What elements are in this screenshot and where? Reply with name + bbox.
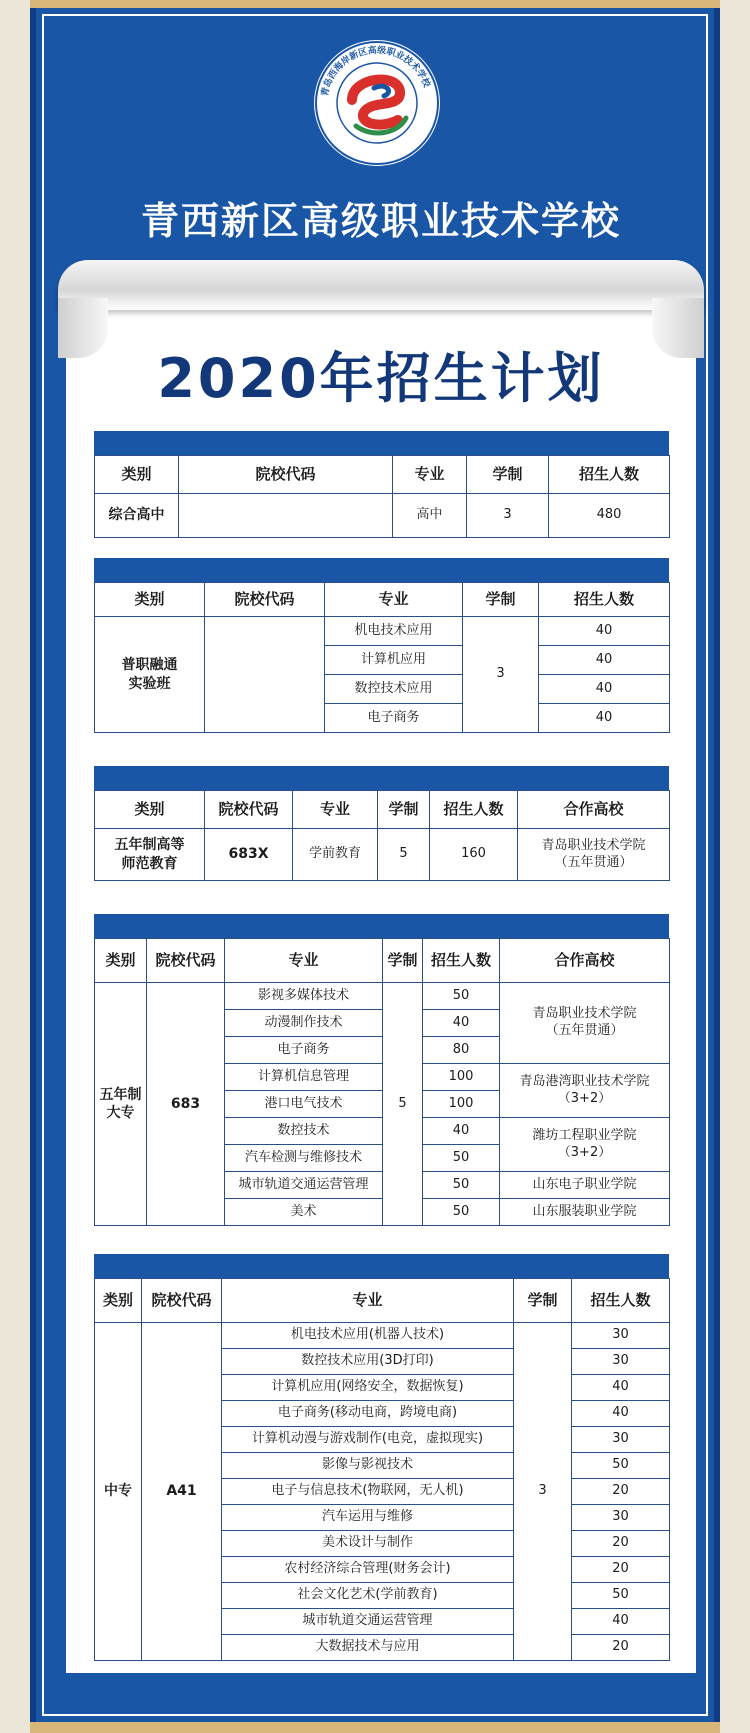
category-line-1: 普职融通 (121, 657, 178, 674)
code-cell: A41 (142, 1323, 222, 1661)
major-cell: 机电技术应用 (325, 617, 463, 646)
header-major: 专业 (393, 456, 467, 494)
major-cell: 社会文化艺术(学前教育) (222, 1583, 514, 1609)
partner-cell (518, 829, 670, 881)
major-cell: 数控技术应用(3D打印) (222, 1349, 514, 1375)
code-cell (205, 617, 325, 733)
major-cell: 计算机应用 (325, 646, 463, 675)
code-cell: 683X (205, 829, 293, 881)
count-cell: 40 (572, 1401, 670, 1427)
header-code: 院校代码 (179, 456, 393, 494)
school-logo (312, 38, 442, 168)
category-cell (95, 983, 147, 1226)
header-years: 学制 (467, 456, 549, 494)
header-category: 类别 (95, 583, 205, 617)
count-cell: 20 (572, 1531, 670, 1557)
major-cell: 数控技术应用 (325, 675, 463, 704)
table-header-bar (94, 431, 669, 455)
count-cell: 480 (549, 494, 670, 538)
table-general-vocational-pilot (94, 558, 669, 733)
count-cell: 40 (539, 675, 670, 704)
header-count: 招生人数 (423, 939, 500, 983)
bottom-gold-strip (30, 1722, 720, 1733)
major-cell: 高中 (393, 494, 467, 538)
table-header-bar (94, 558, 669, 582)
major-cell: 数控技术 (225, 1118, 383, 1145)
table-header-bar (94, 1254, 669, 1278)
category-cell (95, 829, 205, 881)
header-category: 类别 (95, 791, 205, 829)
category-line-2: 大专 (106, 1105, 135, 1121)
major-cell: 电子商务 (225, 1037, 383, 1064)
header-years: 学制 (463, 583, 539, 617)
count-cell: 100 (423, 1064, 500, 1091)
major-cell: 港口电气技术 (225, 1091, 383, 1118)
logo-ring-text: 青岛西海岸新区高级职业技术学校 (320, 45, 432, 98)
school-name: 青西新区高级职业技术学校 (140, 198, 621, 243)
major-cell: 电子商务(移动电商，跨境电商) (222, 1401, 514, 1427)
count-cell: 100 (423, 1091, 500, 1118)
count-cell: 80 (423, 1037, 500, 1064)
partner-line-2: （3+2） (557, 1090, 612, 1106)
partner-line-1: 青岛港湾职业技术学院 (519, 1073, 650, 1089)
poster-background (30, 8, 720, 1722)
partner-cell (500, 1118, 670, 1172)
count-cell: 30 (572, 1323, 670, 1349)
years-cell: 5 (383, 983, 423, 1226)
count-cell: 40 (423, 1010, 500, 1037)
partner-cell: 山东服装职业学院 (500, 1199, 670, 1226)
count-cell: 30 (572, 1349, 670, 1375)
major-cell: 影视多媒体技术 (225, 983, 383, 1010)
major-cell: 美术 (225, 1199, 383, 1226)
header-category: 类别 (95, 1279, 142, 1323)
header-code: 院校代码 (205, 791, 293, 829)
partner-line-2: （五年贯通） (545, 1023, 624, 1038)
count-cell: 40 (539, 646, 670, 675)
header-partner: 合作高校 (500, 939, 670, 983)
count-cell: 50 (423, 1172, 500, 1199)
count-cell: 30 (572, 1505, 670, 1531)
major-cell: 美术设计与制作 (222, 1531, 514, 1557)
header-count: 招生人数 (549, 456, 670, 494)
category-line-2: 师范教育 (121, 855, 178, 872)
header-count: 招生人数 (430, 791, 518, 829)
major-cell: 计算机信息管理 (225, 1064, 383, 1091)
count-cell: 20 (572, 1557, 670, 1583)
table-five-year-college (94, 914, 669, 1226)
header-years: 学制 (383, 939, 423, 983)
major-cell: 大数据技术与应用 (222, 1635, 514, 1661)
count-cell: 40 (572, 1375, 670, 1401)
header-category: 类别 (95, 939, 147, 983)
header-years: 学制 (514, 1279, 572, 1323)
count-cell: 50 (572, 1453, 670, 1479)
count-cell: 50 (423, 983, 500, 1010)
major-cell: 计算机应用(网络安全，数据恢复) (222, 1375, 514, 1401)
scroll-roll (58, 260, 704, 310)
major-cell: 汽车检测与维修技术 (225, 1145, 383, 1172)
major-cell: 学前教育 (293, 829, 378, 881)
major-cell: 城市轨道交通运营管理 (222, 1609, 514, 1635)
count-cell: 40 (572, 1609, 670, 1635)
count-cell: 40 (539, 617, 670, 646)
major-cell: 动漫制作技术 (225, 1010, 383, 1037)
partner-cell (500, 983, 670, 1064)
partner-line-1: 潍坊工程职业学院 (532, 1127, 637, 1143)
top-gold-strip (30, 0, 720, 8)
code-cell: 683 (147, 983, 225, 1226)
category-line-2: 实验班 (128, 675, 171, 692)
table-five-year-teacher-education (94, 766, 669, 881)
count-cell: 50 (572, 1583, 670, 1609)
code-cell (179, 494, 393, 538)
count-cell: 30 (572, 1427, 670, 1453)
years-cell: 3 (463, 617, 539, 733)
plan-title: 2020年招生计划 (157, 347, 605, 410)
table-secondary-vocational (94, 1254, 669, 1661)
header-partner: 合作高校 (518, 791, 670, 829)
major-cell: 电子与信息技术(物联网，无人机) (222, 1479, 514, 1505)
header-count: 招生人数 (572, 1279, 670, 1323)
major-cell: 汽车运用与维修 (222, 1505, 514, 1531)
table-comprehensive-high-school (94, 431, 669, 538)
count-cell: 20 (572, 1479, 670, 1505)
major-cell: 城市轨道交通运营管理 (225, 1172, 383, 1199)
partner-line-1: 青岛职业技术学院 (541, 837, 646, 853)
count-cell: 160 (430, 829, 518, 881)
major-cell: 影像与影视技术 (222, 1453, 514, 1479)
header-major: 专业 (225, 939, 383, 983)
count-cell: 40 (539, 704, 670, 733)
count-cell: 50 (423, 1145, 500, 1172)
header-code: 院校代码 (205, 583, 325, 617)
header-code: 院校代码 (142, 1279, 222, 1323)
years-cell: 5 (378, 829, 430, 881)
header-count: 招生人数 (539, 583, 670, 617)
major-cell: 计算机动漫与游戏制作(电竞，虚拟现实) (222, 1427, 514, 1453)
partner-cell (500, 1064, 670, 1118)
category-line-1: 五年制高等 (114, 837, 185, 854)
count-cell: 20 (572, 1635, 670, 1661)
partner-cell: 山东电子职业学院 (500, 1172, 670, 1199)
category-line-1: 五年制 (99, 1086, 142, 1103)
years-cell: 3 (467, 494, 549, 538)
years-cell: 3 (514, 1323, 572, 1661)
header-category: 类别 (95, 456, 179, 494)
partner-line-2: （3+2） (557, 1144, 612, 1160)
count-cell: 40 (423, 1118, 500, 1145)
major-cell: 电子商务 (325, 704, 463, 733)
major-cell: 机电技术应用(机器人技术) (222, 1323, 514, 1349)
major-cell: 农村经济综合管理(财务会计) (222, 1557, 514, 1583)
header-major: 专业 (222, 1279, 514, 1323)
partner-line-2: （五年贯通） (554, 854, 633, 870)
header-years: 学制 (378, 791, 430, 829)
partner-line-1: 青岛职业技术学院 (532, 1006, 637, 1022)
category-cell: 综合高中 (95, 494, 179, 538)
header-major: 专业 (293, 791, 378, 829)
category-cell: 中专 (95, 1323, 142, 1661)
table-header-bar (94, 914, 669, 938)
table-header-bar (94, 766, 669, 790)
header-code: 院校代码 (147, 939, 225, 983)
category-cell (95, 617, 205, 733)
count-cell: 50 (423, 1199, 500, 1226)
header-major: 专业 (325, 583, 463, 617)
